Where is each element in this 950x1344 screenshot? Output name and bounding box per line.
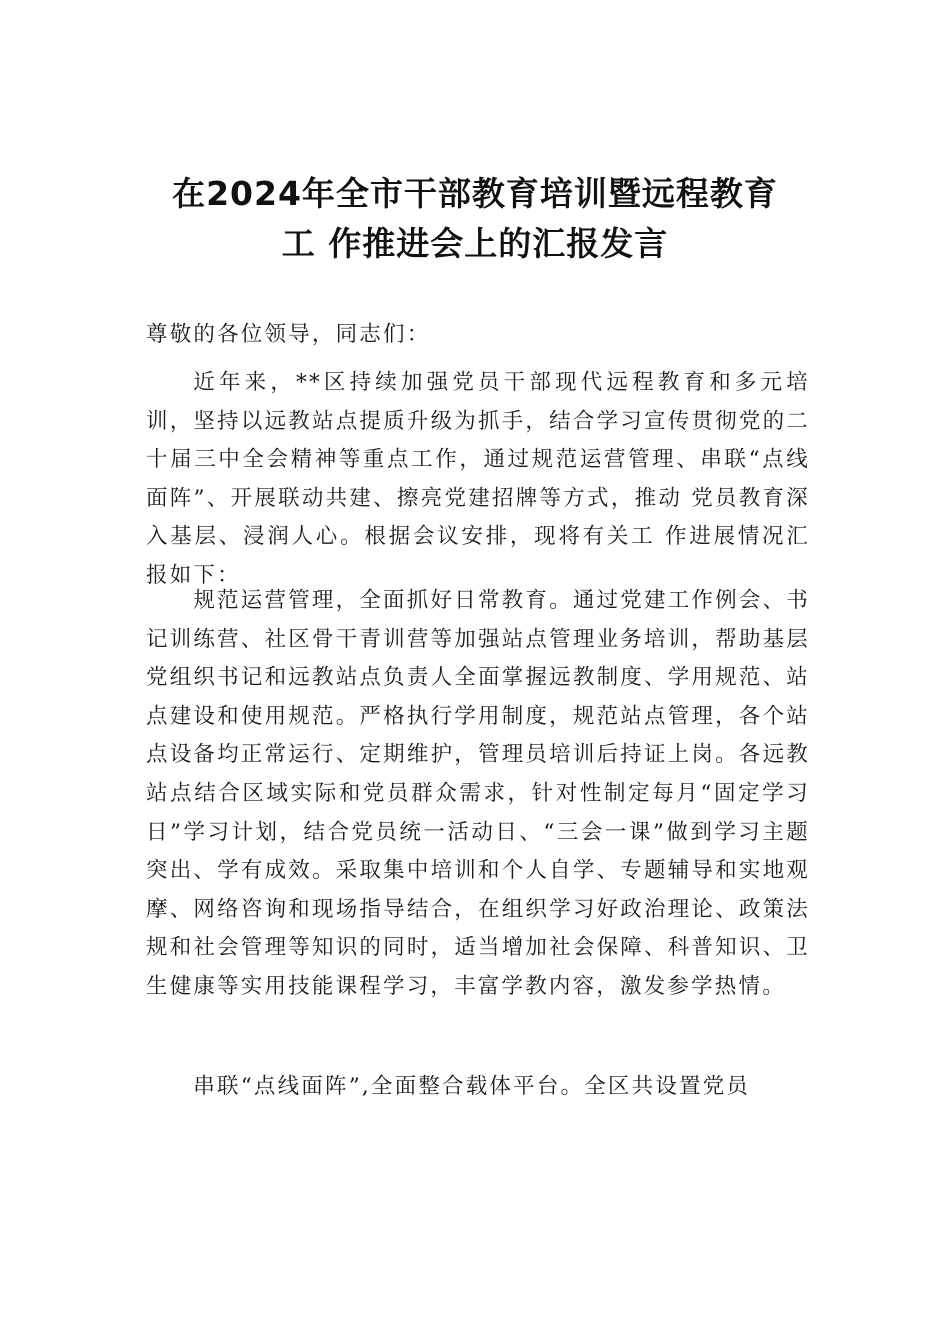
paragraph-operations-management: 规范运营管理，全面抓好日常教育。通过党建工作例会、书记训练营、社区骨干青训营等加强站点管理业务培训，帮助基层党组织书记和远教站点负责人全面掌握远教制度、学用规范、站点建设和使用规范。严格执行学用制度，规范站点管理，各个站点设备均正常运行、定期维护，管理员培训后持证上岗。各远教站点结合区域实际和党员群众需求，针对性制定每月“固定学习日”学习计划，结合党员统一活动日、“三会一课”做到学习主题突出、学有成效。采取集中培训和个人自学、专题辅导和实地观摩、网络咨询和现场指导结合，在组织学习好政治理论、政策法规和社会管理等知识的同时，适当增加社会保障、科普知识、卫生健康等实用技能课程学习，丰富学教内容，激发参学热情。 <box>146 588 810 999</box>
salutation: 尊敬的各位领导，同志们： <box>146 322 431 347</box>
document-title-line-2: 工 作推进会上的汇报发言 <box>281 224 669 263</box>
paragraph-intro: 近年来，**区持续加强党员干部现代远程教育和多元培训，坚持以远教站点提质升级为抓手，结合学习宣传贯彻党的二十届三中全会精神等重点工作，通过规范运营管理、串联“点线面阵”、开展联动共建、擦亮党建招牌等方式，推动 党员教育深入基层、浸润人心。根据会议安排，现将有关工 作进展情况汇报如下： <box>146 370 810 588</box>
paragraph-platform-integration: 串联“点线面阵”,全面整合载体平台。全区共设置党员 <box>193 1074 751 1099</box>
document-title-line-1: 在2024年全市干部教育培训暨远程教育 <box>172 174 778 213</box>
